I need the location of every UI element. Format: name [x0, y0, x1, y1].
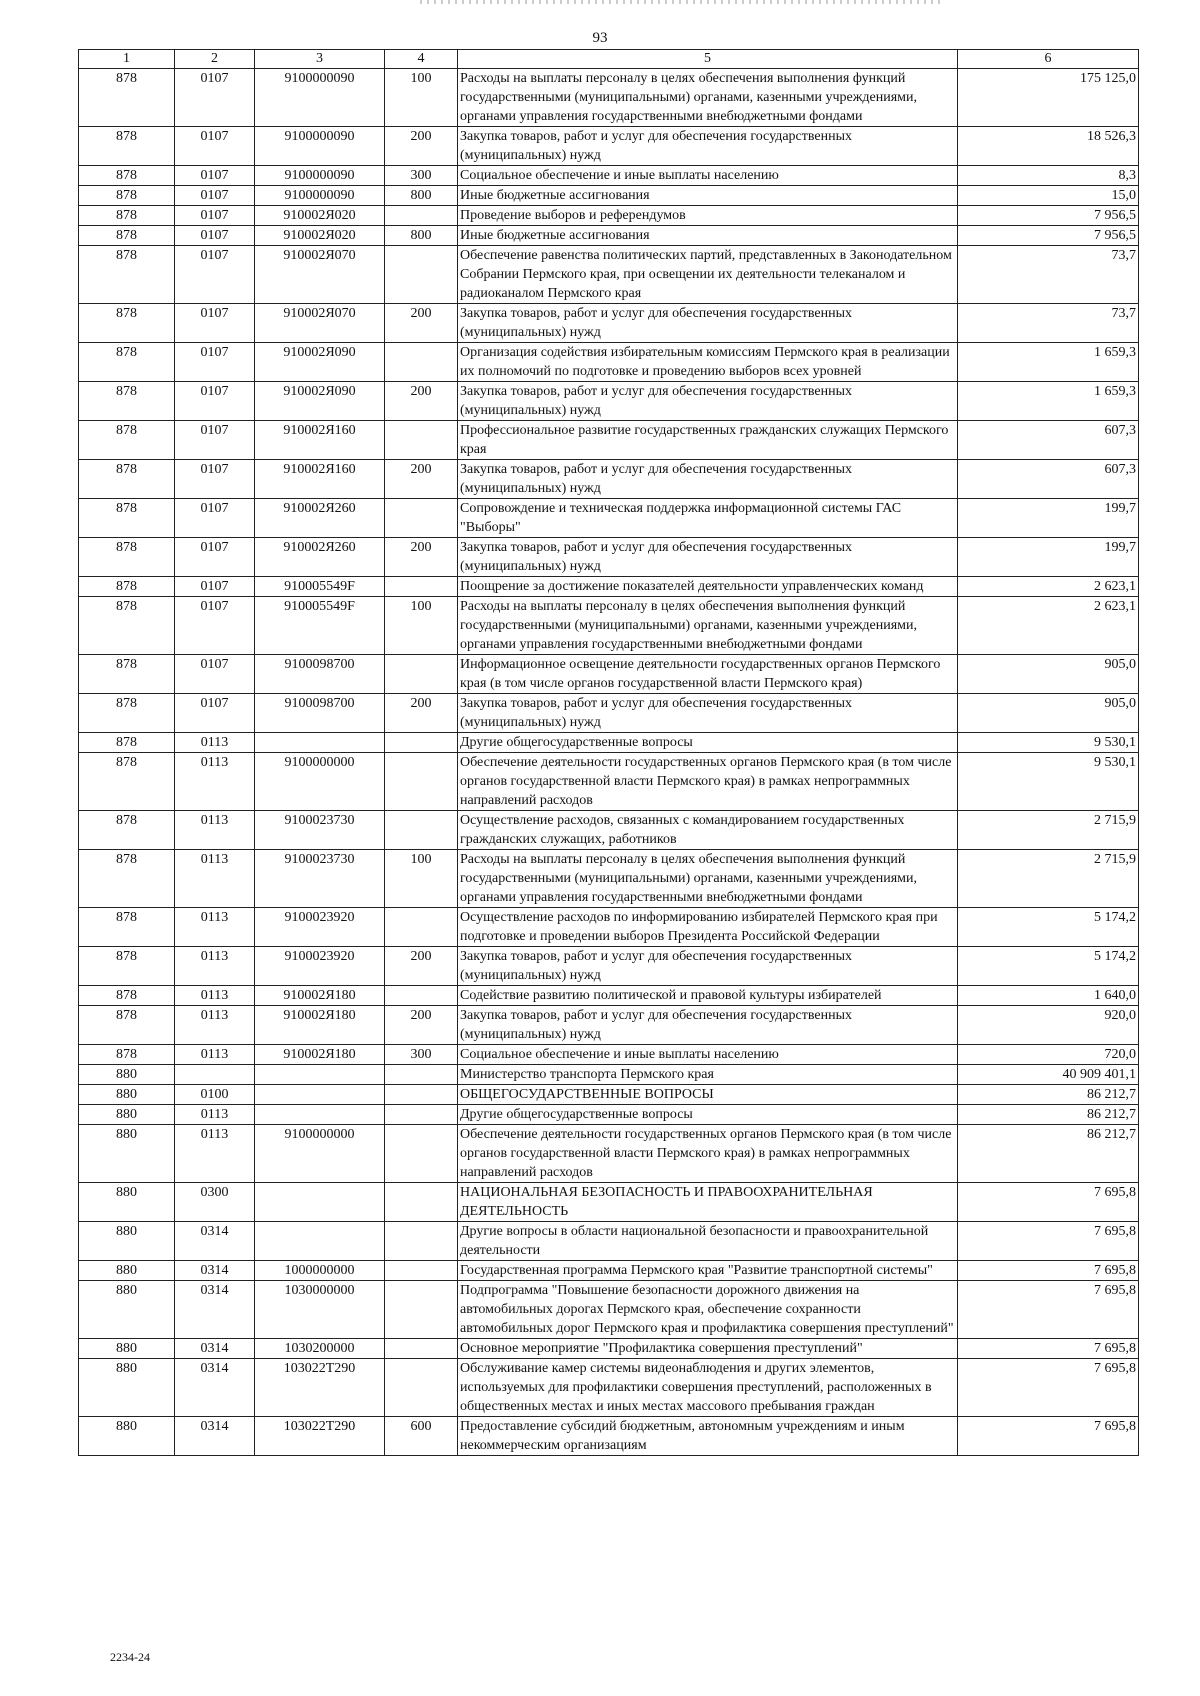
target-item-cell: 910002Я260 [255, 538, 385, 577]
table-row [79, 499, 1139, 538]
target-item-cell: 910002Я160 [255, 460, 385, 499]
section-code-cell: 0113 [175, 947, 255, 986]
description-cell: Организация содействия избирательным комиссиям Пермского края в реализации их полномочий по подготовке и проведению выборов всех уровней [458, 343, 958, 382]
target-item-cell: 9100098700 [255, 655, 385, 694]
description-cell: Подпрограмма "Повышение безопасности дорожного движения на автомобильных дорогах Пермского края, обеспечение сохранности автомобильных дорог Пермского края и профилактика совершения преступлений" [458, 1281, 958, 1339]
table-row [79, 246, 1139, 304]
table-row [79, 1339, 1139, 1359]
section-code-cell: 0113 [175, 733, 255, 753]
table-row [79, 694, 1139, 733]
expense-type-cell: 800 [385, 186, 458, 206]
table-row [79, 577, 1139, 597]
amount-cell: 720,0 [958, 1045, 1139, 1065]
expense-type-cell [385, 753, 458, 811]
table-row [79, 226, 1139, 246]
table-row [79, 304, 1139, 343]
description-cell: Осуществление расходов, связанных с командированием государственных гражданских служащих, работников [458, 811, 958, 850]
admin-code-cell: 878 [79, 382, 175, 421]
description-cell: Другие общегосударственные вопросы [458, 1105, 958, 1125]
target-item-cell: 9100000090 [255, 186, 385, 206]
description-cell: Закупка товаров, работ и услуг для обеспечения государственных (муниципальных) нужд [458, 538, 958, 577]
admin-code-cell: 878 [79, 811, 175, 850]
description-cell: Закупка товаров, работ и услуг для обеспечения государственных (муниципальных) нужд [458, 947, 958, 986]
section-code-cell: 0113 [175, 1105, 255, 1125]
target-item-cell: 9100098700 [255, 694, 385, 733]
page-number: 93 [592, 30, 608, 46]
section-code-cell: 0107 [175, 226, 255, 246]
section-code-cell: 0100 [175, 1085, 255, 1105]
section-code-cell: 0107 [175, 460, 255, 499]
expense-type-cell: 200 [385, 538, 458, 577]
target-item-cell [255, 1085, 385, 1105]
target-item-cell: 9100000090 [255, 69, 385, 127]
description-cell: Профессиональное развитие государственных гражданских служащих Пермского края [458, 421, 958, 460]
expense-type-cell [385, 1105, 458, 1125]
admin-code-cell: 878 [79, 246, 175, 304]
amount-cell: 905,0 [958, 694, 1139, 733]
amount-cell: 1 659,3 [958, 382, 1139, 421]
table-row [79, 1222, 1139, 1261]
admin-code-cell: 880 [79, 1085, 175, 1105]
section-code-cell: 0113 [175, 753, 255, 811]
target-item-cell: 9100023920 [255, 908, 385, 947]
description-cell: Расходы на выплаты персоналу в целях обеспечения выполнения функций государственными (муниципальными) органами, казенными учреждениями, органами управления государственными внебюджетными фондами [458, 597, 958, 655]
description-cell: Иные бюджетные ассигнования [458, 226, 958, 246]
section-code-cell: 0314 [175, 1222, 255, 1261]
admin-code-cell: 878 [79, 694, 175, 733]
expense-type-cell [385, 1339, 458, 1359]
expense-type-cell: 600 [385, 1417, 458, 1456]
admin-code-cell: 880 [79, 1281, 175, 1339]
table-header-row [79, 50, 1139, 69]
section-code-cell: 0107 [175, 343, 255, 382]
target-item-cell: 9100023730 [255, 850, 385, 908]
expense-type-cell [385, 1065, 458, 1085]
target-item-cell: 9100000000 [255, 1125, 385, 1183]
target-item-cell [255, 1183, 385, 1222]
table-row [79, 1006, 1139, 1045]
description-cell: Социальное обеспечение и иные выплаты населению [458, 1045, 958, 1065]
amount-cell: 73,7 [958, 246, 1139, 304]
section-code-cell: 0113 [175, 850, 255, 908]
amount-cell: 5 174,2 [958, 947, 1139, 986]
section-code-cell: 0107 [175, 127, 255, 166]
admin-code-cell: 878 [79, 538, 175, 577]
section-code-cell: 0107 [175, 186, 255, 206]
section-code-cell: 0314 [175, 1417, 255, 1456]
expense-type-cell [385, 246, 458, 304]
section-code-cell: 0113 [175, 1045, 255, 1065]
description-cell: Обеспечение деятельности государственных органов Пермского края (в том числе органов государственной власти Пермского края) в рамках непрограммных направлений расходов [458, 753, 958, 811]
expense-type-cell [385, 499, 458, 538]
description-cell: Сопровождение и техническая поддержка информационной системы ГАС "Выборы" [458, 499, 958, 538]
admin-code-cell: 880 [79, 1183, 175, 1222]
table-row [79, 1105, 1139, 1125]
expense-type-cell: 200 [385, 1006, 458, 1045]
section-code-cell: 0314 [175, 1359, 255, 1417]
section-code-cell: 0113 [175, 1006, 255, 1045]
table-row [79, 69, 1139, 127]
admin-code-cell: 878 [79, 127, 175, 166]
amount-cell: 2 715,9 [958, 850, 1139, 908]
expense-type-cell [385, 733, 458, 753]
column-header-1: 1 [79, 50, 175, 69]
table-row [79, 947, 1139, 986]
table-row [79, 206, 1139, 226]
column-header-5: 5 [458, 50, 958, 69]
expense-type-cell: 100 [385, 69, 458, 127]
admin-code-cell: 878 [79, 206, 175, 226]
section-code-cell: 0107 [175, 382, 255, 421]
table-row [79, 343, 1139, 382]
expense-type-cell [385, 1222, 458, 1261]
target-item-cell: 910005549F [255, 577, 385, 597]
admin-code-cell: 880 [79, 1065, 175, 1085]
table-row [79, 908, 1139, 947]
amount-cell: 7 695,8 [958, 1261, 1139, 1281]
amount-cell: 86 212,7 [958, 1125, 1139, 1183]
admin-code-cell: 878 [79, 186, 175, 206]
description-cell: Информационное освещение деятельности государственных органов Пермского края (в том числе органов государственной власти Пермского края) [458, 655, 958, 694]
admin-code-cell: 878 [79, 597, 175, 655]
amount-cell: 5 174,2 [958, 908, 1139, 947]
table-row [79, 1045, 1139, 1065]
expense-type-cell: 200 [385, 382, 458, 421]
table-row [79, 597, 1139, 655]
table-row [79, 382, 1139, 421]
amount-cell: 7 695,8 [958, 1417, 1139, 1456]
description-cell: Проведение выборов и референдумов [458, 206, 958, 226]
description-cell: Государственная программа Пермского края "Развитие транспортной системы" [458, 1261, 958, 1281]
section-code-cell: 0107 [175, 69, 255, 127]
section-code-cell: 0113 [175, 986, 255, 1006]
section-code-cell: 0113 [175, 1125, 255, 1183]
admin-code-cell: 878 [79, 733, 175, 753]
admin-code-cell: 880 [79, 1339, 175, 1359]
section-code-cell: 0314 [175, 1339, 255, 1359]
expense-type-cell: 100 [385, 597, 458, 655]
section-code-cell: 0107 [175, 166, 255, 186]
section-code-cell: 0107 [175, 246, 255, 304]
expense-type-cell: 300 [385, 1045, 458, 1065]
description-cell: НАЦИОНАЛЬНАЯ БЕЗОПАСНОСТЬ И ПРАВООХРАНИТЕЛЬНАЯ ДЕЯТЕЛЬНОСТЬ [458, 1183, 958, 1222]
target-item-cell: 103022T290 [255, 1359, 385, 1417]
table-row [79, 1085, 1139, 1105]
admin-code-cell: 878 [79, 1006, 175, 1045]
expense-type-cell: 200 [385, 127, 458, 166]
amount-cell: 9 530,1 [958, 753, 1139, 811]
admin-code-cell: 880 [79, 1125, 175, 1183]
expense-type-cell: 300 [385, 166, 458, 186]
footer-code: 2234-24 [110, 1650, 150, 1664]
admin-code-cell: 878 [79, 343, 175, 382]
description-cell: Закупка товаров, работ и услуг для обеспечения государственных (муниципальных) нужд [458, 694, 958, 733]
target-item-cell: 1030000000 [255, 1281, 385, 1339]
target-item-cell: 910002Я090 [255, 343, 385, 382]
amount-cell: 8,3 [958, 166, 1139, 186]
admin-code-cell: 880 [79, 1261, 175, 1281]
amount-cell: 7 695,8 [958, 1359, 1139, 1417]
description-cell: Закупка товаров, работ и услуг для обеспечения государственных (муниципальных) нужд [458, 304, 958, 343]
target-item-cell: 910002Я260 [255, 499, 385, 538]
expense-type-cell: 100 [385, 850, 458, 908]
section-code-cell: 0107 [175, 655, 255, 694]
table-row [79, 127, 1139, 166]
target-item-cell: 103022T290 [255, 1417, 385, 1456]
amount-cell: 73,7 [958, 304, 1139, 343]
table-row [79, 733, 1139, 753]
description-cell: Закупка товаров, работ и услуг для обеспечения государственных (муниципальных) нужд [458, 460, 958, 499]
amount-cell: 40 909 401,1 [958, 1065, 1139, 1085]
admin-code-cell: 878 [79, 753, 175, 811]
amount-cell: 7 695,8 [958, 1339, 1139, 1359]
section-code-cell: 0107 [175, 206, 255, 226]
admin-code-cell: 878 [79, 908, 175, 947]
table-row [79, 1359, 1139, 1417]
expense-type-cell [385, 1281, 458, 1339]
budget-table [78, 49, 1139, 1456]
description-cell: Обеспечение равенства политических партий, представленных в Законодательном Собрании Пермского края, при освещении их деятельности телеканалом и радиоканалом Пермского края [458, 246, 958, 304]
amount-cell: 199,7 [958, 499, 1139, 538]
table-row [79, 986, 1139, 1006]
expense-type-cell: 200 [385, 304, 458, 343]
table-row [79, 1183, 1139, 1222]
table-row [79, 1125, 1139, 1183]
admin-code-cell: 880 [79, 1222, 175, 1261]
target-item-cell: 910002Я020 [255, 206, 385, 226]
expense-type-cell [385, 1261, 458, 1281]
description-cell: Осуществление расходов по информированию избирателей Пермского края при подготовке и проведении выборов Президента Российской Федерации [458, 908, 958, 947]
admin-code-cell: 878 [79, 304, 175, 343]
description-cell: Обеспечение деятельности государственных органов Пермского края (в том числе органов государственной власти Пермского края) в рамках непрограммных направлений расходов [458, 1125, 958, 1183]
target-item-cell: 910002Я180 [255, 1006, 385, 1045]
table-row [79, 655, 1139, 694]
expense-type-cell [385, 1183, 458, 1222]
target-item-cell: 910002Я160 [255, 421, 385, 460]
column-header-2: 2 [175, 50, 255, 69]
description-cell: Обслуживание камер системы видеонаблюдения и других элементов, используемых для профилактики совершения преступлений, расположенных в общественных местах и иных местах массового пребывания граждан [458, 1359, 958, 1417]
description-cell: Другие общегосударственные вопросы [458, 733, 958, 753]
amount-cell: 7 956,5 [958, 226, 1139, 246]
target-item-cell: 9100023730 [255, 811, 385, 850]
description-cell: Другие вопросы в области национальной безопасности и правоохранительной деятельности [458, 1222, 958, 1261]
amount-cell: 199,7 [958, 538, 1139, 577]
table-row [79, 538, 1139, 577]
amount-cell: 18 526,3 [958, 127, 1139, 166]
expense-type-cell [385, 811, 458, 850]
target-item-cell [255, 1065, 385, 1085]
amount-cell: 7 956,5 [958, 206, 1139, 226]
amount-cell: 7 695,8 [958, 1183, 1139, 1222]
amount-cell: 2 623,1 [958, 577, 1139, 597]
description-cell: Предоставление субсидий бюджетным, автономным учреждениям и иным некоммерческим организациям [458, 1417, 958, 1456]
expense-type-cell [385, 206, 458, 226]
section-code-cell: 0107 [175, 538, 255, 577]
column-header-4: 4 [385, 50, 458, 69]
table-row [79, 460, 1139, 499]
expense-type-cell: 800 [385, 226, 458, 246]
description-cell: Иные бюджетные ассигнования [458, 186, 958, 206]
expense-type-cell [385, 343, 458, 382]
description-cell: ОБЩЕГОСУДАРСТВЕННЫЕ ВОПРОСЫ [458, 1085, 958, 1105]
amount-cell: 15,0 [958, 186, 1139, 206]
section-code-cell: 0107 [175, 694, 255, 733]
expense-type-cell [385, 1359, 458, 1417]
section-code-cell: 0107 [175, 421, 255, 460]
amount-cell: 2 623,1 [958, 597, 1139, 655]
table-row [79, 811, 1139, 850]
admin-code-cell: 878 [79, 460, 175, 499]
target-item-cell: 9100023920 [255, 947, 385, 986]
target-item-cell: 910005549F [255, 597, 385, 655]
section-code-cell: 0107 [175, 304, 255, 343]
description-cell: Поощрение за достижение показателей деятельности управленческих команд [458, 577, 958, 597]
amount-cell: 9 530,1 [958, 733, 1139, 753]
section-code-cell: 0107 [175, 597, 255, 655]
section-code-cell: 0113 [175, 811, 255, 850]
target-item-cell: 910002Я020 [255, 226, 385, 246]
target-item-cell [255, 1105, 385, 1125]
section-code-cell: 0314 [175, 1261, 255, 1281]
amount-cell: 607,3 [958, 421, 1139, 460]
admin-code-cell: 878 [79, 1045, 175, 1065]
target-item-cell: 1000000000 [255, 1261, 385, 1281]
scan-artifact [420, 0, 940, 4]
admin-code-cell: 878 [79, 499, 175, 538]
table-row [79, 186, 1139, 206]
table-row [79, 1261, 1139, 1281]
table-row [79, 421, 1139, 460]
expense-type-cell [385, 655, 458, 694]
expense-type-cell: 200 [385, 947, 458, 986]
table-row [79, 1417, 1139, 1456]
expense-type-cell: 200 [385, 694, 458, 733]
amount-cell: 7 695,8 [958, 1281, 1139, 1339]
amount-cell: 2 715,9 [958, 811, 1139, 850]
description-cell: Министерство транспорта Пермского края [458, 1065, 958, 1085]
target-item-cell: 910002Я090 [255, 382, 385, 421]
expense-type-cell [385, 1125, 458, 1183]
table-row [79, 1281, 1139, 1339]
section-code-cell: 0300 [175, 1183, 255, 1222]
table-body [79, 69, 1139, 1456]
amount-cell: 1 659,3 [958, 343, 1139, 382]
expense-type-cell: 200 [385, 460, 458, 499]
column-header-3: 3 [255, 50, 385, 69]
table-row [79, 1065, 1139, 1085]
admin-code-cell: 878 [79, 947, 175, 986]
amount-cell: 905,0 [958, 655, 1139, 694]
description-cell: Закупка товаров, работ и услуг для обеспечения государственных (муниципальных) нужд [458, 382, 958, 421]
description-cell: Закупка товаров, работ и услуг для обеспечения государственных (муниципальных) нужд [458, 127, 958, 166]
section-code-cell: 0113 [175, 908, 255, 947]
description-cell: Закупка товаров, работ и услуг для обеспечения государственных (муниципальных) нужд [458, 1006, 958, 1045]
amount-cell: 7 695,8 [958, 1222, 1139, 1261]
admin-code-cell: 878 [79, 577, 175, 597]
target-item-cell: 910002Я180 [255, 1045, 385, 1065]
expense-type-cell [385, 908, 458, 947]
description-cell: Содействие развитию политической и правовой культуры избирателей [458, 986, 958, 1006]
description-cell: Основное мероприятие "Профилактика совершения преступлений" [458, 1339, 958, 1359]
target-item-cell: 9100000090 [255, 127, 385, 166]
table-row [79, 753, 1139, 811]
amount-cell: 86 212,7 [958, 1105, 1139, 1125]
section-code-cell: 0314 [175, 1281, 255, 1339]
target-item-cell: 9100000090 [255, 166, 385, 186]
admin-code-cell: 878 [79, 166, 175, 186]
admin-code-cell: 880 [79, 1417, 175, 1456]
admin-code-cell: 880 [79, 1359, 175, 1417]
target-item-cell: 9100000000 [255, 753, 385, 811]
column-header-6: 6 [958, 50, 1139, 69]
table-row [79, 850, 1139, 908]
amount-cell: 920,0 [958, 1006, 1139, 1045]
amount-cell: 86 212,7 [958, 1085, 1139, 1105]
admin-code-cell: 878 [79, 850, 175, 908]
amount-cell: 1 640,0 [958, 986, 1139, 1006]
admin-code-cell: 878 [79, 655, 175, 694]
expense-type-cell [385, 1085, 458, 1105]
target-item-cell: 910002Я070 [255, 246, 385, 304]
amount-cell: 175 125,0 [958, 69, 1139, 127]
amount-cell: 607,3 [958, 460, 1139, 499]
section-code-cell: 0107 [175, 499, 255, 538]
target-item-cell [255, 1222, 385, 1261]
admin-code-cell: 878 [79, 986, 175, 1006]
admin-code-cell: 878 [79, 421, 175, 460]
expense-type-cell [385, 986, 458, 1006]
description-cell: Расходы на выплаты персоналу в целях обеспечения выполнения функций государственными (муниципальными) органами, казенными учреждениями, органами управления государственными внебюджетными фондами [458, 850, 958, 908]
table-row [79, 166, 1139, 186]
admin-code-cell: 878 [79, 69, 175, 127]
target-item-cell: 1030200000 [255, 1339, 385, 1359]
section-code-cell [175, 1065, 255, 1085]
expense-type-cell [385, 421, 458, 460]
target-item-cell: 910002Я070 [255, 304, 385, 343]
description-cell: Расходы на выплаты персоналу в целях обеспечения выполнения функций государственными (муниципальными) органами, казенными учреждениями, органами управления государственными внебюджетными фондами [458, 69, 958, 127]
section-code-cell: 0107 [175, 577, 255, 597]
description-cell: Социальное обеспечение и иные выплаты населению [458, 166, 958, 186]
target-item-cell [255, 733, 385, 753]
target-item-cell: 910002Я180 [255, 986, 385, 1006]
expense-type-cell [385, 577, 458, 597]
admin-code-cell: 878 [79, 226, 175, 246]
admin-code-cell: 880 [79, 1105, 175, 1125]
